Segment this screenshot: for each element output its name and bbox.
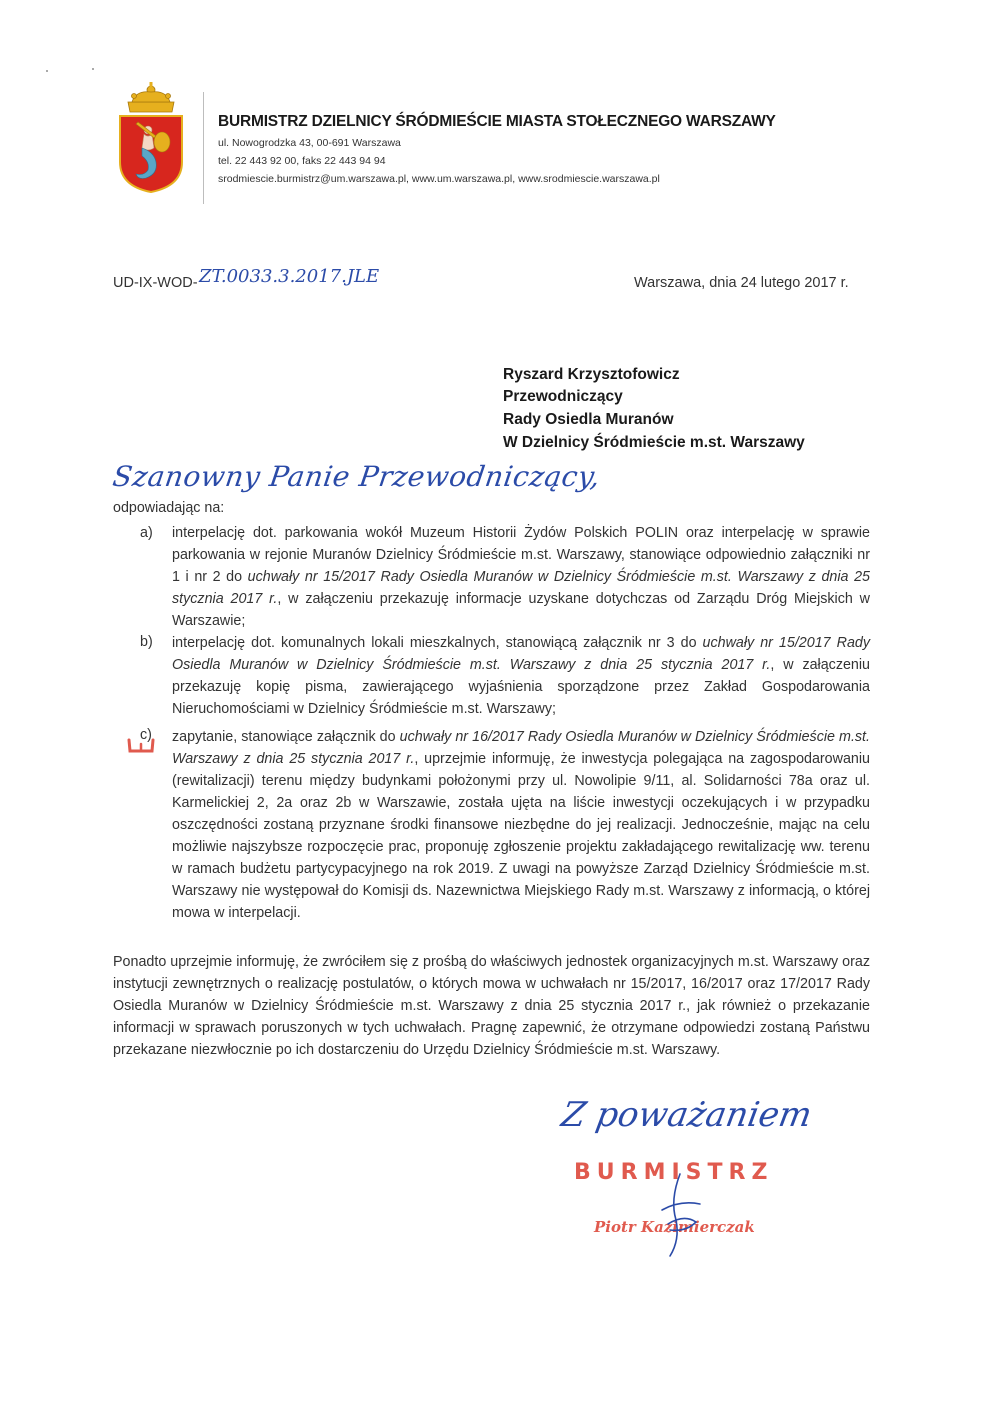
office-phone: tel. 22 443 92 00, faks 22 443 94 94 [218,155,386,167]
item-a-text [172,522,870,632]
signature-icon [640,1170,710,1260]
reference-printed: UD-IX-WOD- [113,275,198,291]
scan-speck [46,70,48,72]
item-a-text-part: , w załączeniu przekazuję informacje uzyskane dotychczas od Zarządu Dróg Miejskich w Warszawie; [172,591,870,629]
final-paragraph: Ponadto uprzejmie informuję, że zwróciłem się z prośbą do właściwych jednostek organizacyjnych m.st. Warszawy oraz instytucji zewnętrznych o realizację postulatów, o których mowa w uchwałach nr 15/2017, 16/2017 oraz 17/2017 Rady Osiedla Muranów w Dzielnicy Śródmieście m.st. Warszawy z dnia 25 stycznia 2017 r., jak również o przekazanie informacji w sprawach poruszonych w tych uchwałach. Pragnę zapewnić, że otrzymane odpowiedzi zostaną Państwu przekazane niezwłocznie po ich dostarczeniu do Urzędu Dzielnicy Śródmieście m.st. Warszawy. [113,954,870,1058]
item-c-label: c) [140,727,152,743]
item-a-resolution-ref: uchwały nr 15/2017 Rady Osiedla Muranów w Dzielnicy Śródmieście m.st. Warszawy z dnia 25 stycznia 2017 r. [172,569,870,607]
letter-date: Warszawa, dnia 24 lutego 2017 r. [634,275,849,291]
intro-text: odpowiadając na: [113,500,225,516]
item-b-text-part: , w załączeniu przekazuję kopię pisma, zawierającego wyjaśnienia sporządzone przez Zakład Gospodarowania Nieruchomościami w Dzielnicy Śródmieście m.st. Warszawy; [172,657,870,717]
item-a-label: a) [140,525,153,541]
item-b-text [172,632,870,720]
recipient-role: Przewodniczący [503,388,623,405]
item-c-text-part: , uprzejmie informuję, że inwestycja polegająca na zagospodarowaniu (rewitalizacji) terenu między budynkami położonymi przy ul. Nowolipie 9/11, al. Solidarności 78a oraz ul. Karmelickiej 2, 2a oraz 2b w Warszawie, została ujęta na liście inwestycji oczekujących i w przypadku oszczędności zostaną przyznane środki finansowe niezbędne do jej realizacji. Jednocześnie, mając na celu możliwie najszybsze rozpoczęcie prac, proponuję zgłoszenie projektu zakładającego rewitalizację ww. terenu w ramach budżetu partycypacyjnego na rok 2019. Z uwagi na powyższe Zarząd Dzielnicy Śródmieście m.st. Warszawy nie występował do Komisji ds. Nazewnictwa Miejskiego Rady m.st. Warszawy z informacją, o której mowa w interpelacji. [172,751,870,921]
scan-speck [92,68,94,70]
warsaw-coat-of-arms-icon [116,82,186,194]
office-address: ul. Nowogrodzka 43, 00-691 Warszawa [218,137,401,149]
handwritten-greeting: Szanowny Panie Przewodniczący, [110,460,603,493]
office-web: srodmiescie.burmistrz@um.warszawa.pl, www.um.warszawa.pl, www.srodmiescie.warszawa.pl [218,173,660,185]
item-c-text [172,726,870,924]
recipient-name: Ryszard Krzysztofowicz [503,366,680,383]
item-b-text-part: interpelację dot. komunalnych lokali mieszkalnych, stanowiącą załącznik nr 3 do [172,635,703,651]
recipient-body: Rady Osiedla Muranów [503,411,674,428]
item-a-text-part: interpelację dot. parkowania wokół Muzeum Historii Żydów Polskich POLIN oraz interpelację w sprawie parkowania w rejonie Muranów Dzielnicy Śródmieście m.st. Warszawy, stanowiące odpowiednio załączniki nr 1 i nr 2 do [172,525,870,585]
item-c-resolution-ref: uchwały nr 16/2017 Rady Osiedla Muranów w Dzielnicy Śródmieście m.st. Warszawy z dnia 25 stycznia 2017 r. [172,729,871,767]
handwritten-closing: Z poważaniem [558,1095,815,1135]
recipient-district: W Dzielnicy Śródmieście m.st. Warszawy [503,434,805,451]
office-title: BURMISTRZ DZIELNICY ŚRÓDMIEŚCIE MIASTA STOŁECZNEGO WARSZAWY [218,113,776,130]
stamp-name: Piotr Kazimierczak [594,1218,755,1236]
item-c-text-part: zapytanie, stanowiące załącznik do [172,729,400,745]
stamp-title: BURMISTRZ [574,1160,774,1185]
item-b-resolution-ref: uchwały nr 15/2017 Rady Osiedla Muranów w Dzielnicy Śródmieście m.st. Warszawy z dnia 25 stycznia 2017 r. [172,635,870,673]
reference-handwritten: ZT.0033.3.2017.JLE [199,266,380,287]
item-b-label: b) [140,634,153,650]
header-divider [203,92,204,204]
